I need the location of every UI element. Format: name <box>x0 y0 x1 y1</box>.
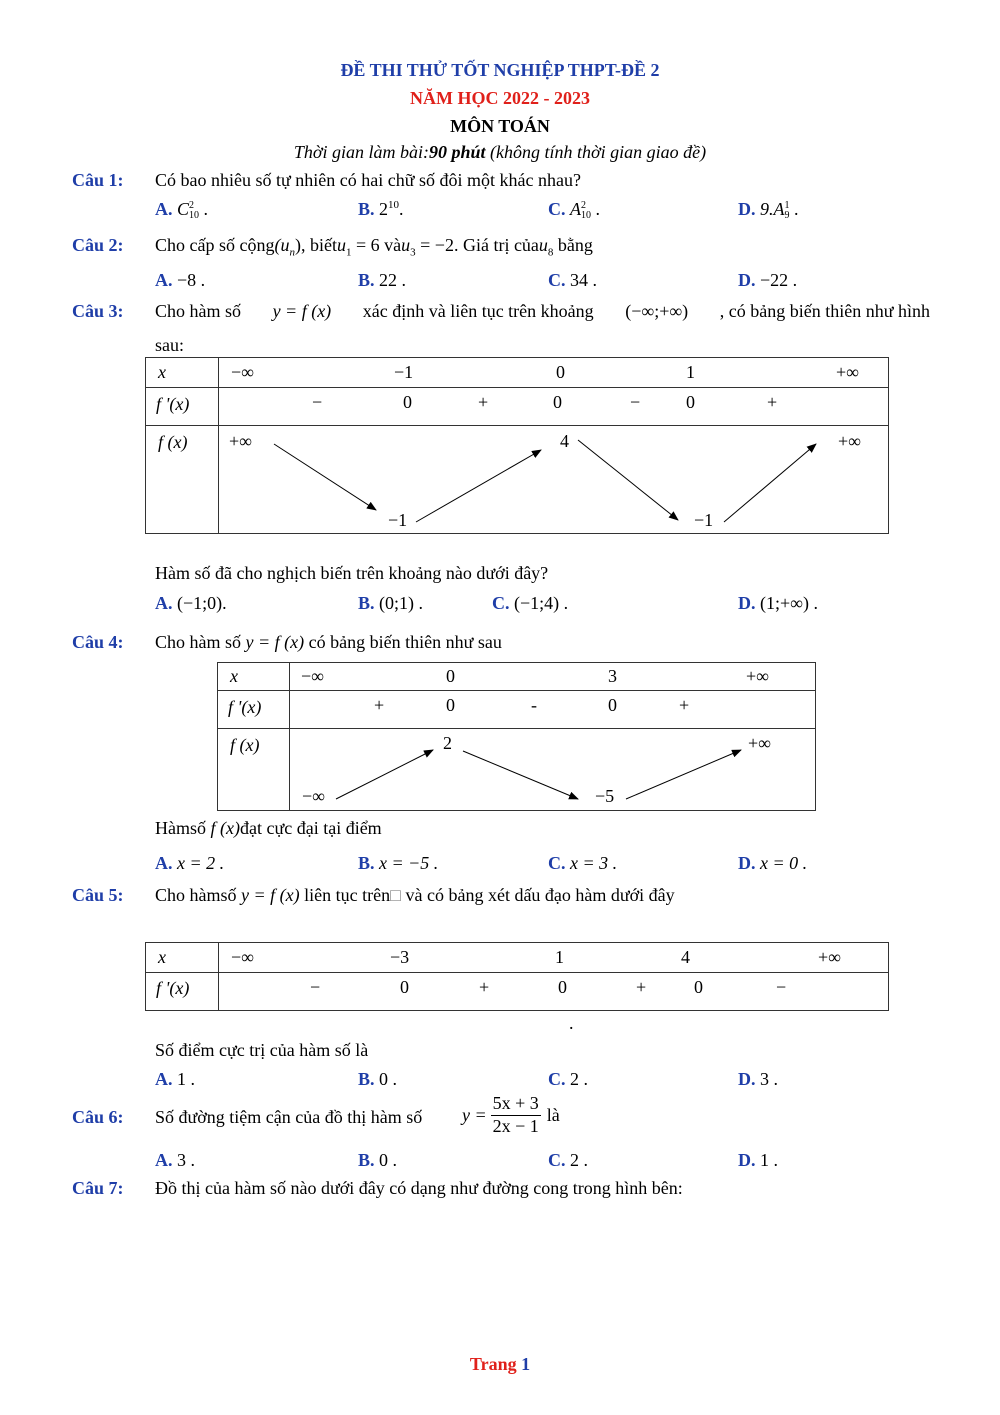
option-b <box>358 1069 397 1090</box>
page-number: 1 <box>521 1354 531 1374</box>
option-text: 0 . <box>379 1150 398 1170</box>
decrease-arrow <box>463 751 578 799</box>
x-value: −∞ <box>301 666 324 686</box>
option-text: x = 2 . <box>177 853 225 873</box>
option-text: −8 . <box>177 270 206 290</box>
option-text: x = 3 . <box>570 853 618 873</box>
time-prefix: Thời gian làm bài: <box>293 142 429 162</box>
q2-text-b: , biết <box>300 235 337 255</box>
option-tail: . <box>399 199 404 219</box>
q4-question-a: Hàmsố <box>155 818 206 838</box>
option-c <box>548 1150 588 1171</box>
option-a <box>155 593 227 614</box>
cond2-sub: 3 <box>410 246 416 259</box>
q3-text-c: , có bảng biến thiên như hình <box>719 301 930 321</box>
option-d <box>738 199 799 221</box>
option-d <box>738 1150 778 1171</box>
question-label: Câu 1: <box>72 170 124 190</box>
option-key: C. <box>548 853 566 873</box>
seq-close: ) <box>294 235 301 255</box>
sign-value: 0 <box>694 977 703 997</box>
cond1-sub: 1 <box>345 246 352 259</box>
option-key: A. <box>155 199 173 219</box>
variation-table <box>145 357 889 534</box>
row-label-f: f (x) <box>158 432 188 452</box>
missing-glyph-icon: □ <box>390 885 401 905</box>
x-value: +∞ <box>818 947 841 967</box>
option-key: C. <box>548 270 566 290</box>
option-key: D. <box>738 1069 756 1089</box>
option-indices <box>785 201 790 221</box>
sign-value: − <box>630 392 641 412</box>
option-c <box>548 270 597 291</box>
page-word: Trang <box>469 1354 517 1374</box>
row-label-x: x <box>230 666 238 686</box>
x-value: 0 <box>556 362 565 382</box>
x-value: 0 <box>446 666 455 686</box>
option-key: C. <box>548 1069 566 1089</box>
q5-text-a: Cho hàmsố <box>155 885 237 905</box>
school-year: NĂM HỌC 2022 - 2023 <box>410 88 590 108</box>
option-sub: 10 <box>581 209 591 221</box>
x-value: 1 <box>555 947 564 967</box>
row-label-x: x <box>158 947 166 967</box>
increase-arrow <box>724 444 816 522</box>
cond1-symbol: u <box>336 235 346 255</box>
x-value: +∞ <box>836 362 859 382</box>
q4-text-a: Cho hàm số <box>155 632 242 652</box>
option-text: (−1;4) . <box>514 593 569 613</box>
x-value: −1 <box>394 362 414 382</box>
page-footer <box>0 1354 1000 1375</box>
option-key: D. <box>738 270 756 290</box>
option-a <box>155 1069 195 1090</box>
q3-interval: (−∞;+∞) <box>625 301 689 321</box>
sign-value: 0 <box>686 392 695 412</box>
q5-text-b: liên tục trên <box>304 885 391 905</box>
f-value: 4 <box>560 431 569 451</box>
row-label-fprime: f '(x) <box>156 394 190 414</box>
variation-table <box>217 662 816 811</box>
option-c <box>548 1069 588 1090</box>
sign-value: + <box>767 392 778 412</box>
option-a <box>155 853 224 874</box>
time-value: 90 phút <box>429 142 486 162</box>
option-c <box>548 853 617 874</box>
option-d <box>738 1069 778 1090</box>
increase-arrow <box>416 450 541 522</box>
option-key: B. <box>358 270 375 290</box>
q3-text-b: xác định và liên tục trên khoảng <box>362 301 594 321</box>
q4-question-b: đạt cực đại tại điểm <box>239 818 382 838</box>
f-value: −1 <box>388 510 408 530</box>
option-key: B. <box>358 199 375 219</box>
option-key: B. <box>358 593 375 613</box>
decrease-arrow <box>578 440 678 520</box>
numerator: 5x + 3 <box>491 1093 541 1116</box>
question-subtext: Hàm số đã cho nghịch biến trên khoảng nào dưới đây? <box>155 563 549 583</box>
exam-title: ĐỀ THI THỬ TỐT NGHIỆP THPT-ĐỀ 2 <box>340 60 660 80</box>
option-key: A. <box>155 270 173 290</box>
sign-value: 0 <box>403 392 412 412</box>
q2-text-c: và <box>379 235 402 255</box>
x-value: 3 <box>608 666 617 686</box>
sign-value: 0 <box>608 695 617 715</box>
time-suffix: (không tính thời gian giao đề) <box>485 142 707 162</box>
question-label: Câu 7: <box>72 1178 124 1198</box>
option-text: 2 . <box>570 1150 588 1170</box>
option-d <box>738 593 818 614</box>
sign-table <box>145 942 889 1011</box>
option-a <box>155 270 205 291</box>
option-key: D. <box>738 199 756 219</box>
option-sup: 2 <box>581 199 586 211</box>
option-key: B. <box>358 853 375 873</box>
stray-dot: . <box>569 1013 574 1033</box>
option-text: 22 . <box>379 270 407 290</box>
q5-text-c: và có bảng xét dấu đạo hàm dưới đây <box>400 885 675 905</box>
question-label: Câu 2: <box>72 235 124 255</box>
q4-text-b: có bảng biến thiên như sau <box>308 632 502 652</box>
option-key: A. <box>155 593 173 613</box>
x-value: +∞ <box>746 666 769 686</box>
sign-value: + <box>679 695 690 715</box>
option-key: B. <box>358 1069 375 1089</box>
option-key: C. <box>492 593 510 613</box>
option-text: 0 . <box>379 1069 398 1089</box>
question-text: Có bao nhiêu số tự nhiên có hai chữ số đôi một khác nhau? <box>155 170 581 190</box>
option-a <box>155 199 208 221</box>
question-subtext <box>155 818 382 839</box>
sign-value: − <box>312 392 323 412</box>
f-value: +∞ <box>748 733 771 753</box>
cond2-symbol: u <box>401 235 411 255</box>
q3-text-a: Cho hàm số <box>155 301 242 321</box>
option-text: (1;+∞) . <box>760 593 818 613</box>
option-b <box>358 270 406 291</box>
option-key: A. <box>155 1150 173 1170</box>
question-text: Số đường tiệm cận của đồ thị hàm số <box>155 1107 423 1127</box>
table-divider <box>218 943 219 1010</box>
option-text: −22 . <box>760 270 798 290</box>
fraction-formula <box>462 1093 560 1137</box>
option-key: D. <box>738 853 756 873</box>
subject-title: MÔN TOÁN <box>450 116 550 136</box>
option-text: 3 . <box>177 1150 195 1170</box>
option-text: (−1;0). <box>177 593 227 613</box>
option-text: x = −5 . <box>379 853 439 873</box>
option-tail: . <box>794 199 799 219</box>
sign-value: 0 <box>558 977 567 997</box>
question-text <box>155 632 502 653</box>
option-b <box>358 593 423 614</box>
option-key: C. <box>548 1150 566 1170</box>
sign-value: 0 <box>400 977 409 997</box>
f-value: +∞ <box>838 431 861 451</box>
q2-text-d: . Giá trị của <box>453 235 539 255</box>
option-d <box>738 853 807 874</box>
option-key: C. <box>548 199 566 219</box>
row-label-x: x <box>158 362 166 382</box>
option-key: A. <box>155 1069 173 1089</box>
question-label: Câu 5: <box>72 885 124 905</box>
q4-question-func: f (x) <box>210 818 240 838</box>
q4-func: y = f (x) <box>245 632 305 652</box>
option-text: C <box>177 199 190 219</box>
sign-value: - <box>531 695 537 715</box>
time-line <box>0 142 1000 163</box>
sign-value: + <box>479 977 490 997</box>
option-text: 1 . <box>177 1069 195 1089</box>
option-indices <box>581 201 591 221</box>
option-text: 3 . <box>760 1069 778 1089</box>
question-label: Câu 6: <box>72 1107 124 1127</box>
denominator: 2x − 1 <box>492 1115 539 1136</box>
f-value: +∞ <box>229 431 252 451</box>
option-text: 34 . <box>570 270 597 290</box>
q3-func: y = f (x) <box>272 301 332 321</box>
question-subtext: Số điểm cực trị của hàm số là <box>155 1040 369 1060</box>
option-b <box>358 199 404 220</box>
option-key: D. <box>738 1150 756 1170</box>
formula-lhs: y = <box>462 1104 487 1125</box>
question-text-cont: sau: <box>155 335 184 355</box>
option-a <box>155 1150 195 1171</box>
option-key: B. <box>358 1150 375 1170</box>
option-indices <box>189 201 199 221</box>
table-divider <box>146 972 888 973</box>
cond1-value: = 6 <box>351 235 380 255</box>
sign-value: − <box>776 977 787 997</box>
row-label-fprime: f '(x) <box>228 697 262 717</box>
option-sup: 10 <box>388 199 400 211</box>
seq-symbol: (u <box>274 235 290 255</box>
option-sub: 10 <box>189 209 200 221</box>
variation-arrows <box>218 663 815 810</box>
row-label-fprime: f '(x) <box>156 978 190 998</box>
option-tail: . <box>595 199 600 219</box>
option-sup: 1 <box>784 199 790 211</box>
q2-text-e: bằng <box>553 235 593 255</box>
x-value: 1 <box>686 362 695 382</box>
option-text: (0;1) . <box>379 593 424 613</box>
f-value: −1 <box>694 510 714 530</box>
row-label-f: f (x) <box>230 735 260 755</box>
f-value: 2 <box>443 733 452 753</box>
variation-arrows <box>146 358 888 533</box>
question-text <box>155 301 930 322</box>
x-value: −3 <box>390 947 410 967</box>
option-text: 1 . <box>760 1150 778 1170</box>
x-value: −∞ <box>231 362 254 382</box>
question-text <box>155 235 593 259</box>
option-sub: 9 <box>784 209 790 221</box>
option-text: x = 0 . <box>760 853 808 873</box>
seq-sub: n <box>289 246 295 259</box>
option-key: A. <box>155 853 173 873</box>
option-b <box>358 1150 397 1171</box>
f-value: −∞ <box>302 786 325 806</box>
question-text <box>155 885 675 906</box>
q6-text-b: là <box>546 1104 560 1125</box>
x-value: 4 <box>681 947 690 967</box>
option-key: D. <box>738 593 756 613</box>
fraction <box>491 1093 541 1137</box>
option-text: 2 <box>379 199 389 219</box>
option-c <box>548 199 600 221</box>
q2-text-a: Cho cấp số cộng <box>155 235 275 255</box>
f-value: −5 <box>595 786 615 806</box>
question-text: Đồ thị của hàm số nào dưới đây có dạng như đường cong trong hình bên: <box>155 1178 683 1198</box>
option-c <box>492 593 568 614</box>
decrease-arrow <box>274 444 376 510</box>
option-b <box>358 853 438 874</box>
option-d <box>738 270 797 291</box>
question-label: Câu 3: <box>72 301 124 321</box>
sign-value: − <box>310 977 321 997</box>
question-label: Câu 4: <box>72 632 124 652</box>
q5-func: y = f (x) <box>241 885 300 905</box>
x-value: −∞ <box>231 947 254 967</box>
sign-value: 0 <box>553 392 562 412</box>
sign-value: 0 <box>446 695 455 715</box>
sign-value: + <box>636 977 647 997</box>
sign-value: + <box>374 695 385 715</box>
option-text: 9.A <box>760 199 785 219</box>
increase-arrow <box>626 750 741 799</box>
option-sup: 2 <box>189 199 195 211</box>
cond2-value: = −2 <box>415 235 454 255</box>
option-tail: . <box>203 199 209 219</box>
target-sub: 8 <box>547 246 554 259</box>
target-symbol: u <box>538 235 548 255</box>
increase-arrow <box>336 750 433 799</box>
option-text: 2 . <box>570 1069 588 1089</box>
option-text: A <box>570 199 581 219</box>
sign-value: + <box>478 392 489 412</box>
